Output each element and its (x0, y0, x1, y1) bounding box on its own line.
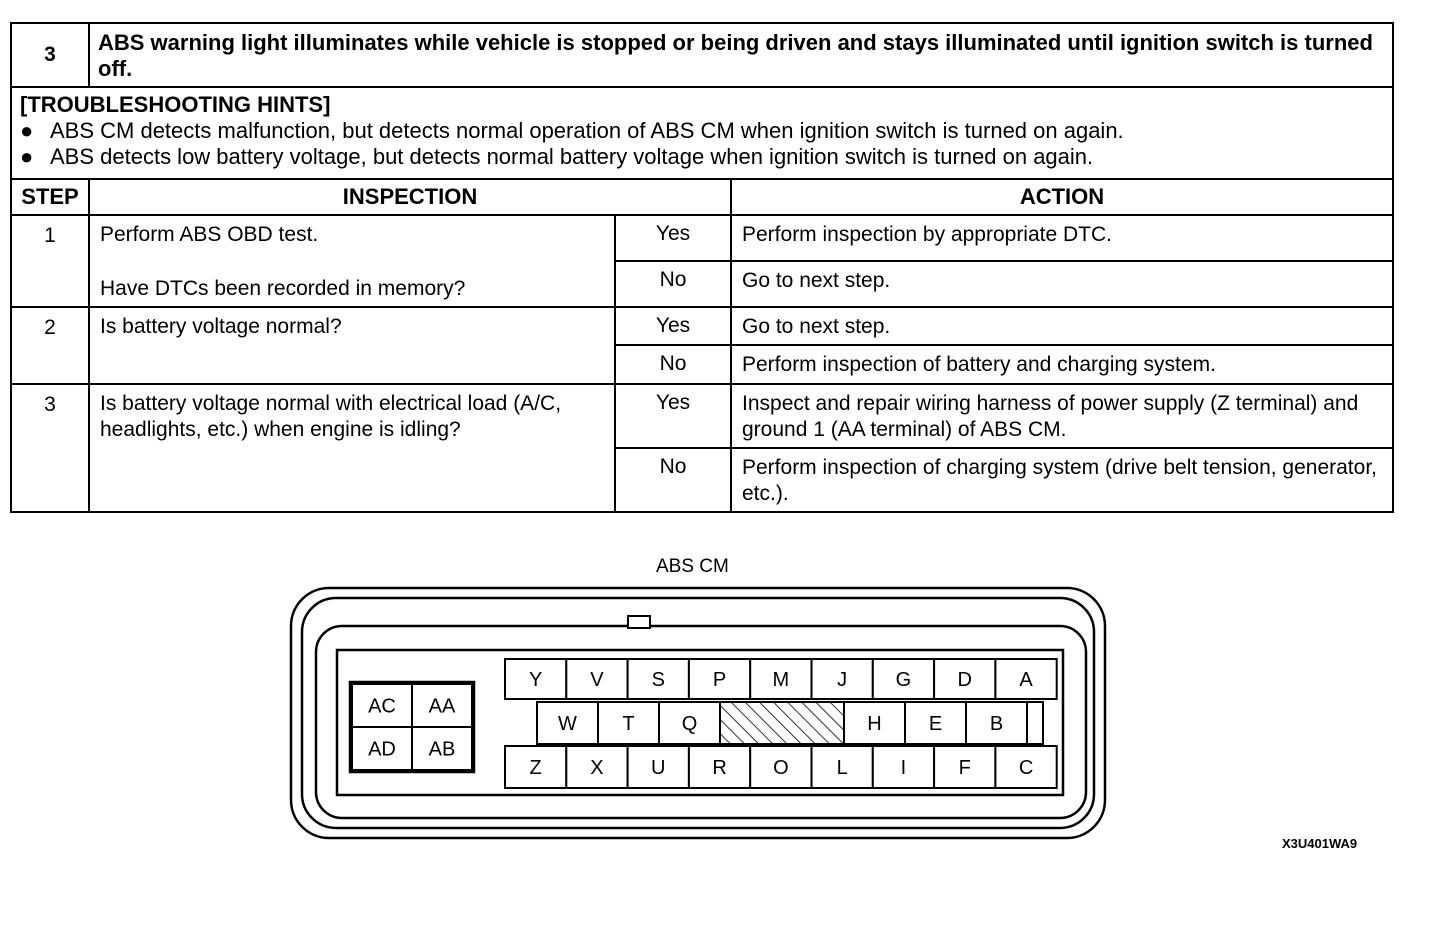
step-inspection: Is battery voltage normal with electrical load (A/C, headlights, etc.) when engine is idling? (89, 384, 615, 512)
terminal-spacer (1027, 702, 1043, 744)
yes-label: Yes (615, 384, 731, 448)
terminal-label: AB (428, 738, 456, 761)
terminal-label: G (895, 669, 912, 691)
terminal-label: P (712, 669, 727, 691)
no-action: Go to next step. (731, 261, 1393, 307)
terminal-label: U (651, 757, 666, 779)
terminal-label: L (836, 757, 848, 779)
yes-action: Inspect and repair wiring harness of power supply (Z terminal) and ground 1 (AA terminal) of ABS CM. (731, 384, 1393, 448)
hints-heading: [TROUBLESHOOTING HINTS] (20, 92, 331, 117)
no-label: No (615, 261, 731, 307)
step-number: 2 (11, 307, 89, 384)
terminal-label: O (773, 757, 789, 779)
yes-action: Perform inspection by appropriate DTC. (731, 215, 1393, 261)
terminal-label: I (900, 757, 907, 779)
terminal-label: Z (529, 757, 542, 779)
terminal-label: E (928, 713, 943, 735)
no-label: No (615, 448, 731, 512)
figure-code: X3U401WA9 (1282, 836, 1358, 851)
terminal-label: T (622, 713, 635, 735)
terminal-label: A (1019, 669, 1033, 691)
no-label: No (615, 345, 731, 384)
hint-text: ABS CM detects malfunction, but detects normal operation of ABS CM when ignition switch is turned on again. (50, 118, 1124, 143)
terminal-label: B (989, 713, 1004, 735)
yes-action: Go to next step. (731, 307, 1393, 345)
terminal-label: AA (428, 695, 456, 718)
inspection-question: Have DTCs been recorded in memory? (100, 277, 466, 300)
yes-label: Yes (615, 307, 731, 345)
case-number: 3 (11, 23, 89, 87)
terminal-label: C (1018, 757, 1034, 779)
terminal-layer (352, 659, 1057, 788)
terminal-label: X (590, 757, 604, 779)
connector-title: ABS CM (656, 556, 729, 577)
case-title: ABS warning light illuminates while vehicle is stopped or being driven and stays illuminated until ignition switch is turned off. (89, 23, 1393, 87)
connector-latch (628, 616, 650, 628)
terminal-label: J (837, 669, 848, 691)
terminal-label: F (958, 757, 971, 779)
column-header-step: STEP (11, 179, 89, 215)
terminal-label: AC (368, 695, 396, 718)
no-action: Perform inspection of charging system (drive belt tension, generator, etc.). (731, 448, 1393, 512)
column-header-action: ACTION (731, 179, 1393, 215)
terminal-label: H (867, 713, 882, 735)
step-number: 3 (11, 384, 89, 512)
terminal-label: R (712, 757, 727, 779)
column-header-inspection: INSPECTION (89, 179, 731, 215)
terminal-label: V (590, 669, 604, 691)
hint-text: ABS detects low battery voltage, but detects normal battery voltage when ignition switch is turned on again. (50, 144, 1094, 169)
terminal-label: Y (528, 669, 543, 691)
yes-label: Yes (615, 215, 731, 261)
bullet-icon: ● (20, 144, 34, 169)
terminal-label: W (558, 713, 577, 735)
no-action: Perform inspection of battery and charging system. (731, 345, 1393, 384)
terminal-label: S (651, 669, 665, 691)
terminal-label: Q (681, 713, 698, 735)
step-number: 1 (11, 215, 89, 307)
step-inspection: Is battery voltage normal? (89, 307, 615, 384)
terminal-label: M (772, 669, 790, 691)
terminal-label: D (957, 669, 972, 691)
terminal-label: AD (368, 738, 396, 761)
inspection-text: Perform ABS OBD test. (100, 223, 319, 246)
bullet-icon: ● (20, 118, 34, 143)
blank-terminal-cavity (720, 702, 844, 744)
